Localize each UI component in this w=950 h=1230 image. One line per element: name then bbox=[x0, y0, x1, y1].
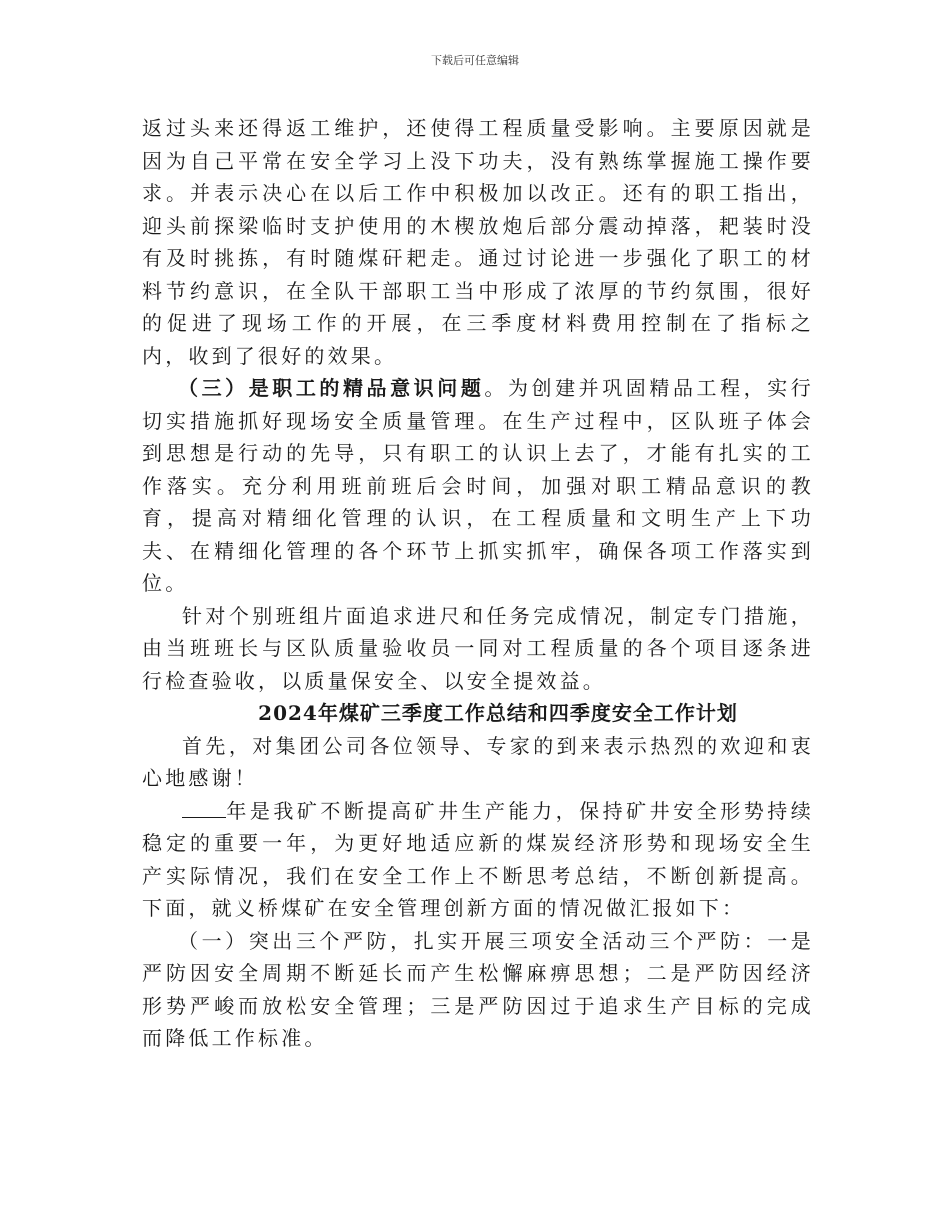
paragraph-inspection-measures: 针对个别班组片面追求进尺和任务完成情况，制定专门措施，由当班班长与区队质量验收员一同对工程质量的各个项目逐条进行检查验收，以质量保安全、以安全提效益。 bbox=[142, 603, 814, 693]
year-blank bbox=[182, 799, 226, 818]
paragraph-year-overview bbox=[142, 795, 814, 925]
year-overview-text: 年是我矿不断提高矿井生产能力，保持矿井安全形势持续稳定的重要一年，为更好地适应新的煤炭经济形势和现场安全生产实际情况，我们在安全工作上不断思考总结，不断创新提高。下面，就义桥煤矿在安全管理创新方面的情况做汇报如下： bbox=[142, 798, 814, 920]
document-body bbox=[142, 112, 814, 1055]
paragraph-material-saving: 返过头来还得返工维护，还使得工程质量受影响。主要原因就是因为自己平常在安全学习上没下功夫，没有熟练掌握施工操作要求。并表示决心在以后工作中积极加以改正。还有的职工指出，迎头前探梁临时支护使用的木楔放炮后部分震动掉落，耙装时没有及时挑拣，有时随煤矸耙走。通过讨论进一步强化了职工的材料节约意识，在全队干部职工当中形成了浓厚的节约氛围，很好的促进了现场工作的开展，在三季度材料费用控制在了指标之内，收到了很好的效果。 bbox=[142, 116, 814, 368]
header-note: 下载后可任意编辑 bbox=[431, 54, 519, 67]
paragraph-three-preventions: （一）突出三个严防，扎实开展三项安全活动三个严防：一是严防因安全周期不断延长而产生松懈麻痹思想；二是严防因经济形势严峻而放松安全管理；三是严防因过于追求生产目标的完成而降低工作标准。 bbox=[142, 928, 814, 1050]
paragraph-welcome: 首先，对集团公司各位领导、专家的到来表示热烈的欢迎和衷心地感谢！ bbox=[142, 733, 814, 790]
paragraph-quality-awareness bbox=[142, 372, 814, 600]
section-heading-three: （三）是职工的精品意识问题 bbox=[178, 376, 485, 400]
section-body-three: 。为创建并巩固精品工程，实行切实措施抓好现场安全质量管理。在生产过程中，区队班子体会到思想是行动的先导，只有职工的认识上去了，才能有扎实的工作落实。充分利用班前班后会时间，加强对职工精品意识的教育，提高对精细化管理的认识，在工程质量和文明生产上下功夫、在精细化管理的各个环节上抓实抓牢，确保各项工作落实到位。 bbox=[142, 376, 814, 595]
document-title: 2024年煤矿三季度工作总结和四季度安全工作计划 bbox=[258, 701, 738, 725]
